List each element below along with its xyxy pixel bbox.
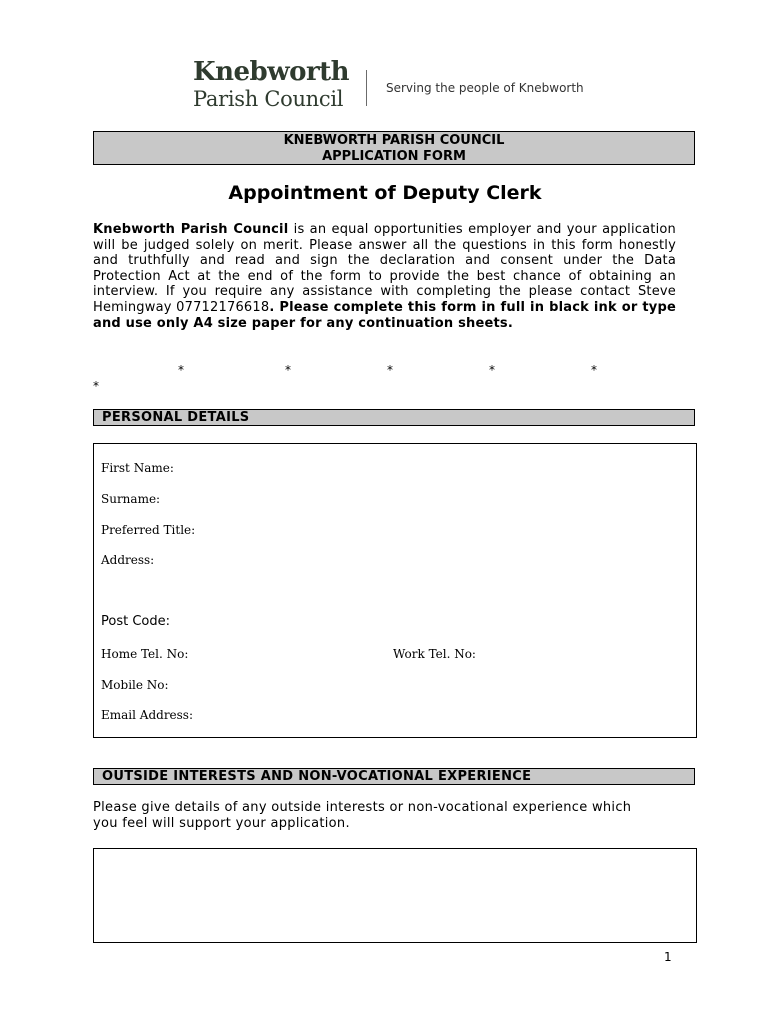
intro-bold-lead: Knebworth Parish Council <box>93 222 289 237</box>
separator-star: * <box>178 363 184 377</box>
email-label: Email Address: <box>101 708 194 722</box>
home-tel-label: Home Tel. No: <box>101 647 189 661</box>
post-code-label: Post Code: <box>101 614 170 629</box>
outside-interests-answer-box[interactable] <box>93 848 697 943</box>
page-heading: Appointment of Deputy Clerk <box>228 182 542 204</box>
tagline: Serving the people of Knebworth <box>386 81 584 95</box>
instructions-line1: Please give details of any outside interests or non-vocational experience which <box>93 800 632 815</box>
first-name-label: First Name: <box>101 461 174 475</box>
form-title-box <box>93 131 695 165</box>
page-number: 1 <box>664 950 672 964</box>
intro-bold-tail: . Please complete this form in full in black ink or type and use only A4 size paper for any continuation sheets. <box>93 299 676 331</box>
instructions-line2: you feel will support your application. <box>93 816 350 831</box>
logo-subtitle: Parish Council <box>193 87 344 111</box>
outside-interests-instructions <box>93 800 693 832</box>
personal-details-box[interactable] <box>93 443 697 738</box>
logo-title: Knebworth <box>193 57 350 87</box>
separator-star: * <box>93 379 99 393</box>
surname-label: Surname: <box>101 492 161 506</box>
intro-text: is an equal opportunities employer and your application will be judged solely on merit. Please answer all the questions in this form honestly and truthfully and read and sign the declaration and consent under the Data Protection Act at the end of the form to provide the best chance of obtaining an interview. If you require any assistance with completing the please contact Steve Hemingway 07712176618 <box>93 222 676 315</box>
logo-divider <box>366 70 367 106</box>
preferred-title-label: Preferred Title: <box>101 523 196 537</box>
mobile-label: Mobile No: <box>101 678 169 692</box>
intro-paragraph <box>93 222 676 331</box>
address-label: Address: <box>101 553 155 567</box>
form-title-line2: APPLICATION FORM <box>322 149 466 164</box>
separator-star: * <box>285 363 291 377</box>
form-title-line1: KNEBWORTH PARISH COUNCIL <box>283 133 505 148</box>
separator-star: * <box>489 363 495 377</box>
outside-interests-header: OUTSIDE INTERESTS AND NON-VOCATIONAL EXPERIENCE <box>93 768 695 785</box>
work-tel-label: Work Tel. No: <box>393 647 476 661</box>
separator-star: * <box>387 363 393 377</box>
separator-star: * <box>591 363 597 377</box>
personal-details-header: PERSONAL DETAILS <box>93 409 695 426</box>
